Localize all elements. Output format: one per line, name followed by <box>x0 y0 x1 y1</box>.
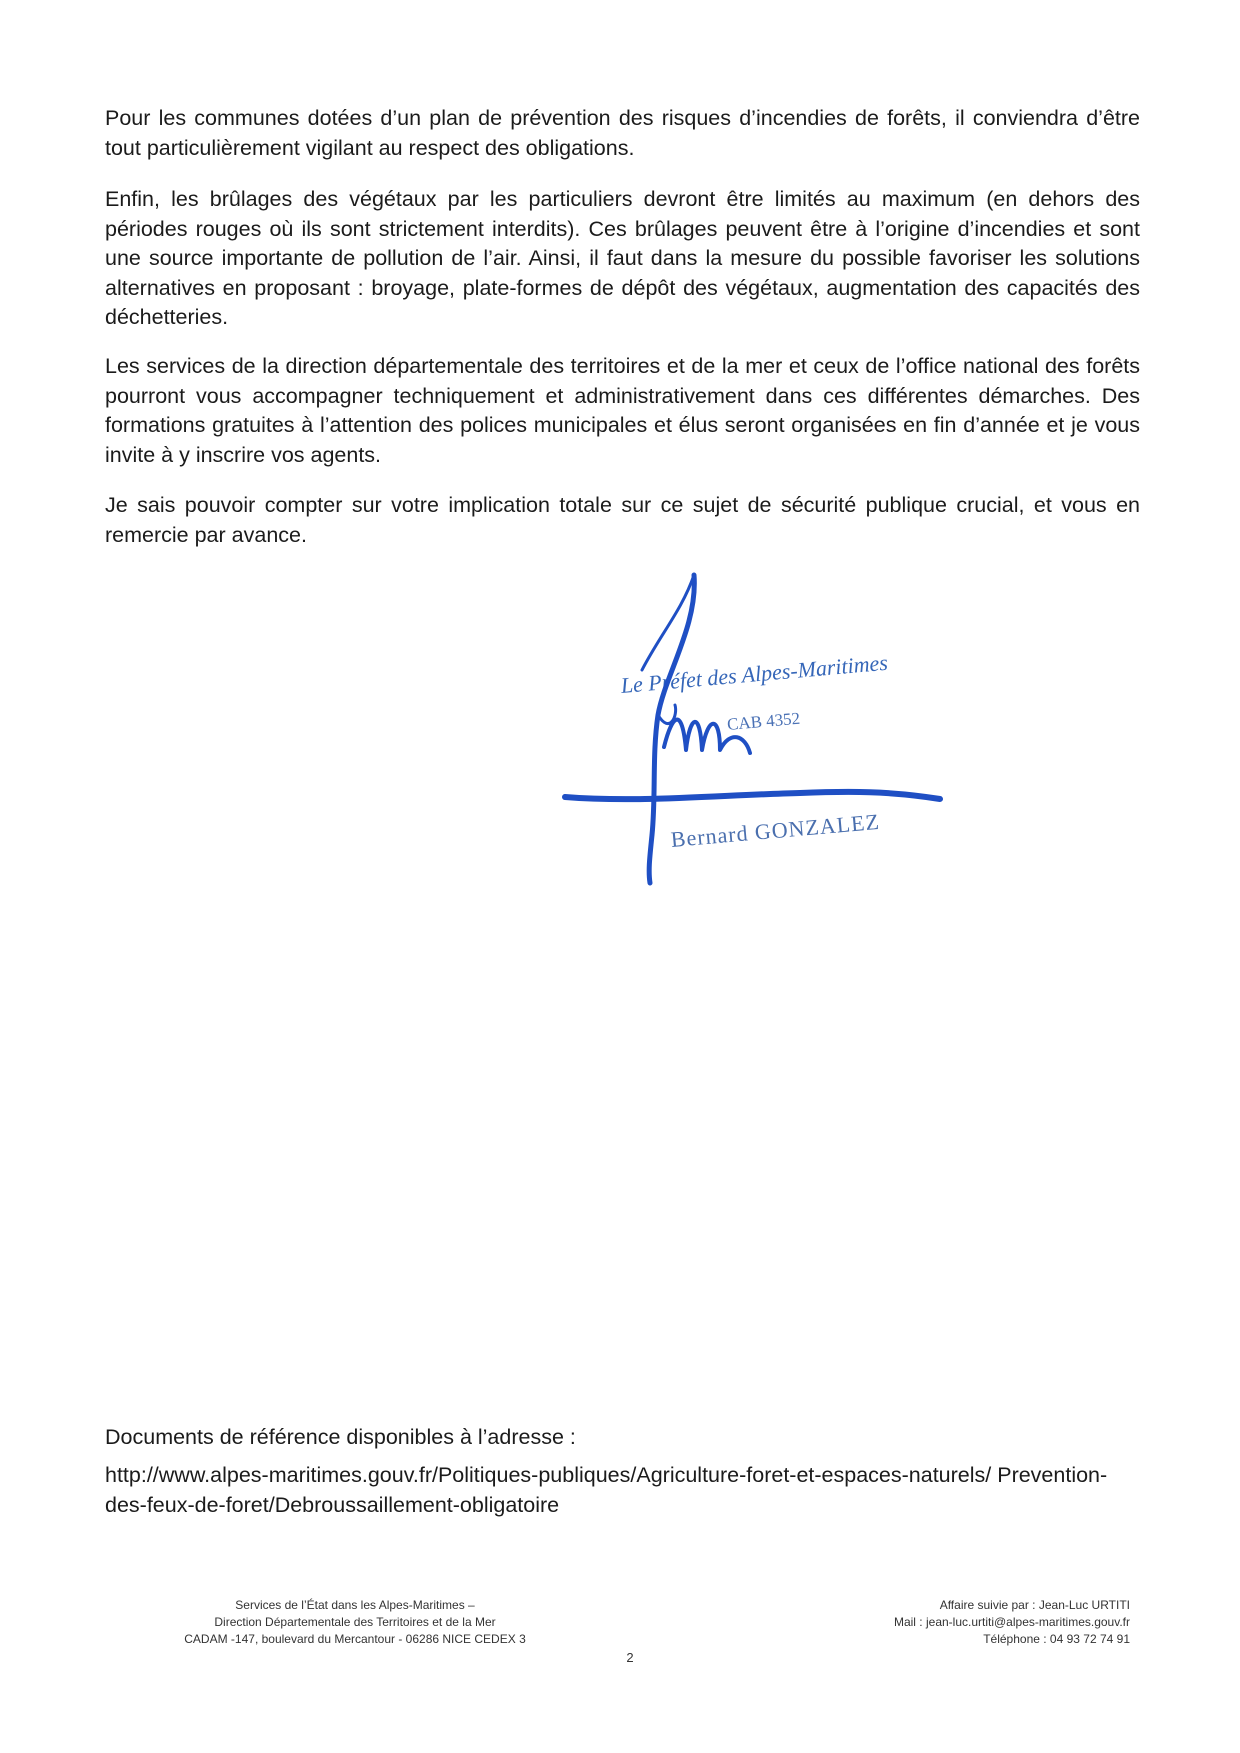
paragraph-services: Les services de la direction départementale des territoires et de la mer et ceux de l’office national des forêts pourront vous accompagner techniquement et administrativement dans ces différentes démarches. Des formations gratuites à l’attention des polices municipales et élus seront organisées en fin d’année et je vous invite à y inscrire vos agents. <box>105 354 1140 467</box>
page-number: 2 <box>626 1650 634 1665</box>
footer-contact-phone: Téléphone : 04 93 72 74 91 <box>983 1632 1130 1646</box>
footer-contact-mail[interactable]: Mail : jean-luc.urtiti@alpes-maritimes.gouv.fr <box>893 1615 1130 1629</box>
stamp-reference: CAB 4352 <box>726 708 801 735</box>
footer-contact <box>770 1597 1130 1648</box>
stamp-title: Le Préfet des Alpes-Maritimes <box>619 649 889 699</box>
footer-contact-person: Affaire suivie par : Jean-Luc URTITI <box>939 1598 1130 1612</box>
stamp-signatory: Bernard GONZALEZ <box>669 808 881 853</box>
footer-address <box>150 1597 560 1648</box>
paragraph-brulages: Enfin, les brûlages des végétaux par les particuliers devront être limités au maximum (en dehors des périodes rouges où ils sont strictement interdits). Ces brûlages peuvent être à l’origine d’incendies et sont une source importante de pollution de l’air. Ainsi, il faut dans la mesure du possible favoriser les solutions alternatives en proposant : broyage, plate-formes de dépôt des végétaux, augmentation des capacités des déchetteries. <box>105 187 1140 329</box>
footer-address-line: CADAM -147, boulevard du Mercantour - 06286 NICE CEDEX 3 <box>184 1632 526 1646</box>
references-label: Documents de référence disponibles à l’adresse : <box>105 1425 576 1449</box>
footer-address-line: Direction Départementale des Territoires et de la Mer <box>214 1615 496 1629</box>
prefect-stamp <box>560 565 920 895</box>
footer-address-line: Services de l’État dans les Alpes-Maritimes – <box>235 1598 475 1612</box>
paragraph-plan-prevention: Pour les communes dotées d’un plan de prévention des risques d’incendies de forêts, il conviendra d’être tout particulièrement vigilant au respect des obligations. <box>105 106 1140 160</box>
paragraph-closing: Je sais pouvoir compter sur votre implication totale sur ce sujet de sécurité publique crucial, et vous en remercie par avance. <box>105 493 1140 547</box>
references-url[interactable]: http://www.alpes-maritimes.gouv.fr/Politiques-publiques/Agriculture-foret-et-espaces-naturels/ Prevention-des-feux-de-foret/Debroussaillement-obligatoire <box>105 1463 1108 1517</box>
